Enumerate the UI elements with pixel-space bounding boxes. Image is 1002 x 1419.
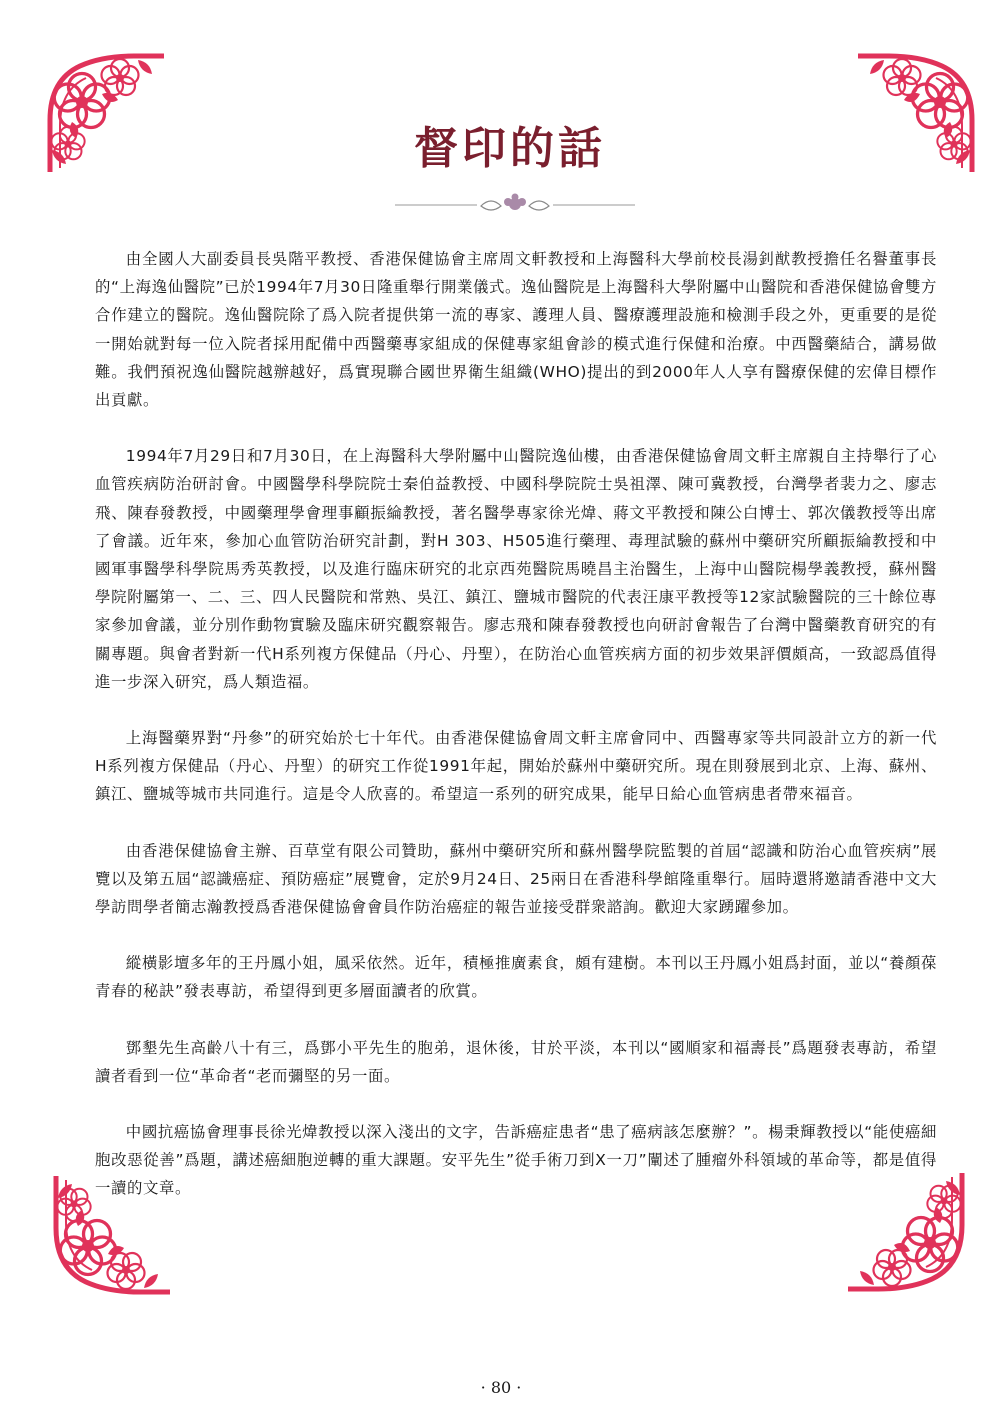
- floral-corner-ornament-icon: [42, 50, 172, 180]
- page-title: 督印的話: [414, 123, 606, 174]
- paragraph: 中國抗癌協會理事長徐光煒教授以深入淺出的文字，告訴癌症患者“患了癌病該怎麼辦？”。楊秉輝教授以“能使癌細胞改惡從善”爲題，講述癌細胞逆轉的重大課題。安平先生”從手術刀到X一刀”闡述了腫瘤外科領域的革命等，都是值得一讀的文章。: [95, 1123, 937, 1198]
- floral-corner-ornament-icon: [850, 50, 980, 180]
- paragraph: 縱橫影壇多年的王丹鳳小姐，風采依然。近年，積極推廣素食，頗有建樹。本刊以王丹鳳小姐爲封面，並以“養顏葆青春的秘訣”發表專訪，希望得到更多層面讀者的欣賞。: [95, 954, 937, 1001]
- paragraph: 由全國人大副委員長吳階平教授、香港保健協會主席周文軒教授和上海醫科大學前校長湯釗猷教授擔任名譽董事長的“上海逸仙醫院”已於1994年7月30日隆重舉行開業儀式。逸仙醫院是上海醫科大學附屬中山醫院和香港保健協會雙方合作建立的醫院。逸仙醫院除了爲入院者提供第一流的專家、護理人員、醫療護理設施和檢測手段之外，更重要的是從一開始就對每一位入院者採用配備中西醫藥專家組成的保健專家組會診的模式進行保健和治療。中西醫藥結合，講易做難。我們預祝逸仙醫院越辦越好，爲實現聯合國世界衛生組織(WHO)提出的到2000年人人享有醫療保健的宏偉目標作出貢獻。: [95, 250, 937, 410]
- paragraph: 鄧墾先生高齡八十有三，爲鄧小平先生的胞弟，退休後，甘於平淡，本刊以“國順家和福壽長”爲題發表專訪，希望讀者看到一位“革命者“老而彌堅的另一面。: [95, 1038, 937, 1085]
- paragraph: 上海醫藥界對“丹參”的研究始於七十年代。由香港保健協會周文軒主席會同中、西醫專家等共同設計立方的新一代H系列複方保健品（丹心、丹聖）的研究工作從1991年起，開始於蘇州中藥研究所。現在則發展到北京、上海、蘇州、鎮江、鹽城等城市共同進行。這是令人欣喜的。希望這一系列的研究成果，能早日給心血管病患者帶來福音。: [95, 729, 937, 804]
- page-number: · 80 ·: [480, 1378, 522, 1397]
- paragraph: 由香港保健協會主辦、百草堂有限公司贊助，蘇州中藥研究所和蘇州醫學院監製的首屆“認識和防治心血管疾病”展覽以及第五屆“認識癌症、預防癌症”展覽會，定於9月24日、25兩日在香港科學館隆重舉行。屆時還將邀請香港中文大學訪問學者簡志瀚教授爲香港保健協會會員作防治癌症的報告並接受群衆諮詢。歡迎大家踴躍參加。: [95, 841, 937, 917]
- floral-divider-icon: [395, 192, 635, 218]
- paragraph: 1994年7月29日和7月30日，在上海醫科大學附屬中山醫院逸仙樓，由香港保健協會周文軒主席親自主持舉行了心血管疾病防治研討會。中國醫學科學院院士秦伯益教授、中國科學院院士吳祖澤、陳可冀教授，台灣學者裴力之、廖志飛、陳春發教授，中國藥理學會理事顧振綸教授，著名醫學專家徐光煒、蔣文平教授和陳公白博士、郭次儀教授等出席了會議。近年來，參加心血管防治研究計劃，對H 303、H505進行藥理、毒理試驗的蘇州中藥研究所顧振綸教授和中國軍事醫學科學院馬秀英教授，以及進行臨床研究的北京西苑醫院馬曉昌主治醫生，上海中山醫院楊學義教授，蘇州醫學院附屬第一、二、三、四人民醫院和常熟、吳江、鎮江、鹽城市醫院的代表汪康平教授等12家試驗醫院的三十餘位專家參加會議，並分別作動物實驗及臨床研究觀察報告。廖志飛和陳春發教授也向研討會報告了台灣中醫藥教育研究的有關專題。與會者對新一代H系列複方保健品（丹心、丹聖），在防治心血管疾病方面的初步效果評價頗高，一致認爲值得進一步深入研究，爲人類造福。: [95, 447, 937, 691]
- article-body: [95, 245, 937, 1231]
